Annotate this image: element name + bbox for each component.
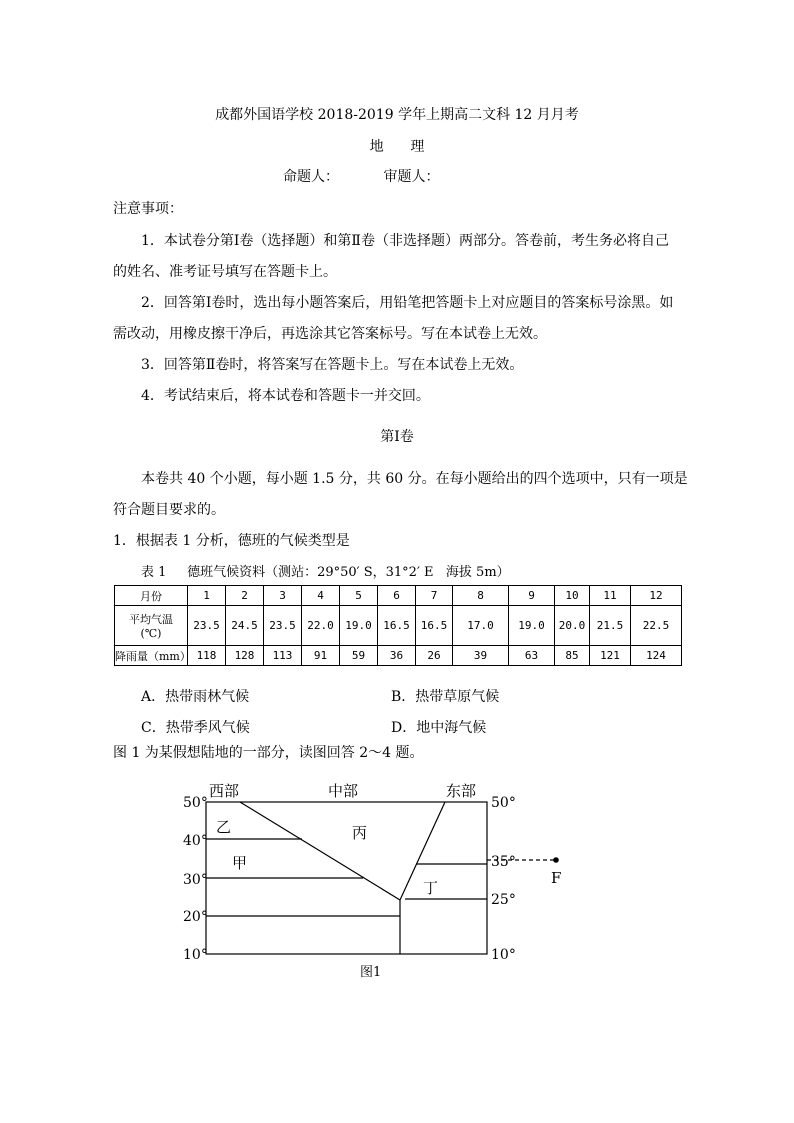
temp-cell: 24.5 bbox=[226, 606, 264, 646]
month-cell: 12 bbox=[631, 586, 682, 606]
authors-line: 命题人： 审题人： bbox=[283, 169, 440, 185]
tick-left-50: 50° bbox=[183, 795, 208, 811]
region-ding: 丁 bbox=[423, 879, 439, 897]
temp-cell: 16.5 bbox=[378, 606, 416, 646]
temp-cell: 20.0 bbox=[555, 606, 590, 646]
label-east: 东部 bbox=[446, 782, 477, 800]
table-caption: 表 1 德班气候资料（测站：29°50′ S，31°2′ E 海拔 5m） bbox=[141, 565, 510, 580]
notice-item-2b: 需改动，用橡皮擦干净后，再选涂其它答案标号。写在本试卷上无效。 bbox=[113, 326, 547, 342]
temp-cell: 19.0 bbox=[340, 606, 378, 646]
option-d: D．地中海气候 bbox=[391, 720, 487, 736]
option-c: C．热带季风气候 bbox=[141, 720, 250, 736]
region-bing: 丙 bbox=[352, 824, 368, 842]
region-yi: 乙 bbox=[216, 818, 232, 836]
temp-cell: 21.5 bbox=[590, 606, 631, 646]
row-label-temp-line2: (℃) bbox=[140, 627, 162, 640]
tick-right-25: 25° bbox=[491, 892, 516, 908]
temp-cell: 19.0 bbox=[509, 606, 555, 646]
notice-item-3: 3．回答第Ⅱ卷时，将答案写在答题卡上。写在本试卷上无效。 bbox=[141, 357, 524, 373]
month-cell: 7 bbox=[416, 586, 453, 606]
rain-cell: 118 bbox=[188, 646, 226, 666]
rain-cell: 91 bbox=[302, 646, 340, 666]
rain-cell: 26 bbox=[416, 646, 453, 666]
row-label-month: 月份 bbox=[115, 586, 188, 606]
tick-right-10: 10° bbox=[491, 947, 516, 963]
month-cell: 6 bbox=[378, 586, 416, 606]
month-cell: 5 bbox=[340, 586, 378, 606]
month-cell: 11 bbox=[590, 586, 631, 606]
notice-item-1b: 的姓名、准考证号填写在答题卡上。 bbox=[113, 264, 337, 280]
label-middle: 中部 bbox=[328, 782, 359, 800]
temp-cell: 23.5 bbox=[264, 606, 302, 646]
month-cell: 4 bbox=[302, 586, 340, 606]
tick-left-20: 20° bbox=[183, 909, 208, 925]
rain-cell: 128 bbox=[226, 646, 264, 666]
rain-cell: 36 bbox=[378, 646, 416, 666]
rain-cell: 124 bbox=[631, 646, 682, 666]
notice-item-1a: 1．本试卷分第Ⅰ卷（选择题）和第Ⅱ卷（非选择题）两部分。答卷前，考生务必将自己 bbox=[141, 233, 669, 249]
rain-cell: 63 bbox=[509, 646, 555, 666]
label-point-f: F bbox=[551, 869, 562, 887]
section-intro-2: 符合题目要求的。 bbox=[113, 502, 225, 518]
notice-heading: 注意事项： bbox=[113, 201, 183, 217]
month-cell: 3 bbox=[264, 586, 302, 606]
section-intro-1: 本卷共 40 个小题，每小题 1.5 分，共 60 分。在每小题给出的四个选项中，只有一项是 bbox=[141, 471, 688, 487]
row-label-temp-line1: 平均气温 bbox=[129, 613, 173, 626]
notice-item-4: 4．考试结束后，将本试卷和答题卡一并交回。 bbox=[141, 388, 430, 404]
month-cell: 2 bbox=[226, 586, 264, 606]
month-cell: 8 bbox=[453, 586, 509, 606]
rain-cell: 85 bbox=[555, 646, 590, 666]
tick-left-40: 40° bbox=[183, 833, 208, 849]
label-west: 西部 bbox=[209, 782, 240, 800]
tick-left-10: 10° bbox=[183, 947, 208, 963]
month-cell: 10 bbox=[555, 586, 590, 606]
temp-cell: 16.5 bbox=[416, 606, 453, 646]
temp-cell: 23.5 bbox=[188, 606, 226, 646]
figure-intro: 图 1 为某假想陆地的一部分，读图回答 2～4 题。 bbox=[113, 745, 424, 761]
tick-left-30: 30° bbox=[183, 872, 208, 888]
exam-title: 成都外国语学校 2018-2019 学年上期高二文科 12 月月考 bbox=[215, 107, 579, 123]
tick-right-35: 35° bbox=[491, 854, 516, 870]
section-title: 第Ⅰ卷 bbox=[380, 429, 414, 445]
tick-right-50: 50° bbox=[491, 795, 516, 811]
notice-item-2a: 2．回答第Ⅰ卷时，选出每小题答案后，用铅笔把答题卡上对应题目的答案标号涂黑。如 bbox=[141, 295, 674, 311]
point-f-marker bbox=[553, 857, 559, 863]
temp-cell: 17.0 bbox=[453, 606, 509, 646]
question-1-stem: 1．根据表 1 分析，德班的气候类型是 bbox=[113, 533, 350, 549]
row-label-rain: 降雨量（mm） bbox=[115, 646, 188, 666]
rain-cell: 113 bbox=[264, 646, 302, 666]
temp-cell: 22.0 bbox=[302, 606, 340, 646]
rain-cell: 121 bbox=[590, 646, 631, 666]
rain-cell: 59 bbox=[340, 646, 378, 666]
option-b: B．热带草原气候 bbox=[391, 689, 500, 705]
month-cell: 1 bbox=[188, 586, 226, 606]
subject-title: 地 理 bbox=[369, 139, 425, 155]
rain-cell: 39 bbox=[453, 646, 509, 666]
month-cell: 9 bbox=[509, 586, 555, 606]
figure-caption: 图1 bbox=[360, 965, 382, 980]
boundary-west-diagonal bbox=[240, 802, 400, 900]
option-a: A．热带雨林气候 bbox=[141, 689, 250, 705]
temp-cell: 22.5 bbox=[631, 606, 682, 646]
region-jia: 甲 bbox=[232, 854, 248, 872]
